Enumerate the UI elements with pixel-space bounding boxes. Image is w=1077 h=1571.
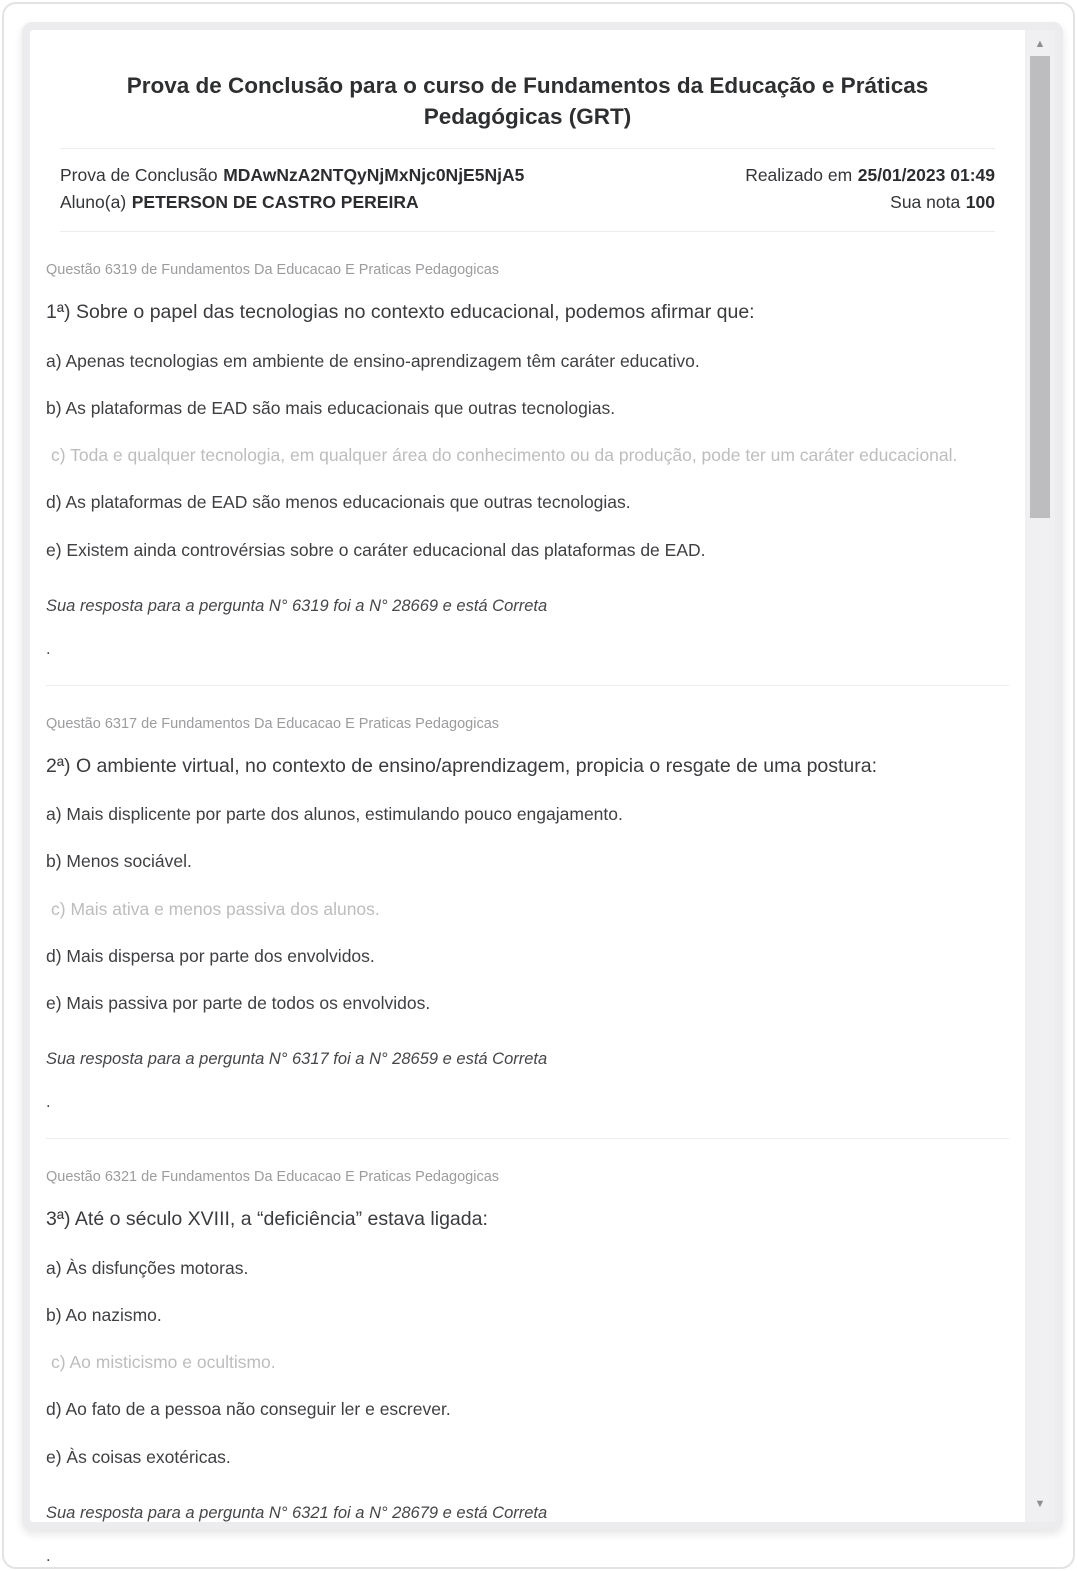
exam-header [46, 30, 1009, 232]
student-name: PETERSON DE CASTRO PEREIRA [131, 192, 419, 213]
exam-info-left [60, 162, 524, 216]
answer-option: b) Ao nazismo. [46, 1304, 162, 1325]
answer-option: d) Ao fato de a pessoa não conseguir ler e escrever. [46, 1399, 451, 1420]
grade-row [745, 189, 995, 216]
answer-option: b) As plataformas de EAD são mais educacionais que outras tecnologias. [46, 397, 616, 418]
scrollbar-thumb[interactable] [1030, 56, 1050, 518]
exam-id-value: MDAwNzA2NTQyNjMxNjc0NjE5NjA5 [223, 165, 525, 186]
grade-label: Sua nota [890, 192, 961, 213]
question-meta: Questão 6317 de Fundamentos Da Educacao E Praticas Pedagogicas [46, 715, 500, 732]
realized-value: 25/01/2023 01:49 [857, 165, 995, 186]
question-block-1 [46, 262, 1009, 686]
answer-feedback: Sua resposta para a pergunta N° 6317 foi a N° 28659 e está Correta [46, 1050, 548, 1069]
section-divider [46, 685, 1009, 686]
scrollbar-track[interactable] [1025, 30, 1055, 1522]
question-meta: Questão 6321 de Fundamentos Da Educacao E Praticas Pedagogicas [46, 1169, 500, 1186]
question-block-2 [46, 716, 1009, 1140]
question-block-3 [46, 1169, 1009, 1566]
answer-feedback: Sua resposta para a pergunta N° 6321 foi a N° 28679 e está Correta [46, 1503, 548, 1522]
question-title: 3ª) Até o século XVIII, a “deficiência” estava ligada: [46, 1208, 488, 1231]
paragraph-dot: . [46, 1546, 51, 1565]
answer-option-correct: c) Mais ativa e menos passiva dos alunos. [51, 898, 380, 919]
question-title: 2ª) O ambiente virtual, no contexto de ensino/aprendizagem, propicia o resgate de uma postura: [46, 754, 878, 777]
answer-feedback: Sua resposta para a pergunta N° 6319 foi a N° 28669 e está Correta [46, 596, 548, 615]
answer-option-correct: c) Ao misticismo e ocultismo. [51, 1352, 276, 1373]
answer-option: d) Mais dispersa por parte dos envolvidos. [46, 945, 375, 966]
paragraph-dot: . [46, 639, 51, 658]
section-divider [46, 1138, 1009, 1139]
answer-option: d) As plataformas de EAD são menos educacionais que outras tecnologias. [46, 492, 631, 513]
answer-option: a) Mais displicente por parte dos alunos, estimulando pouco engajamento. [46, 804, 623, 825]
realized-label: Realizado em [745, 165, 853, 186]
scroll-viewport [30, 30, 1025, 1565]
answer-option: b) Menos sociável. [46, 851, 192, 872]
student-row [60, 189, 524, 216]
answer-option: a) Às disfunções motoras. [46, 1257, 249, 1278]
student-label: Aluno(a) [60, 192, 127, 213]
answer-option: e) Mais passiva por parte de todos os envolvidos. [46, 993, 431, 1014]
exam-id-label: Prova de Conclusão [60, 165, 218, 186]
exam-card [22, 22, 1063, 1565]
exam-info-bar [60, 148, 995, 232]
answer-option: a) Apenas tecnologias em ambiente de ensino-aprendizagem têm caráter educativo. [46, 350, 700, 371]
grade-value: 100 [965, 192, 995, 213]
question-meta: Questão 6319 de Fundamentos Da Educacao E Praticas Pedagogicas [46, 262, 500, 279]
exam-info-right [745, 162, 995, 216]
paragraph-dot: . [46, 1093, 51, 1112]
answer-option: e) Existem ainda controvérsias sobre o caráter educacional das plataformas de EAD. [46, 539, 706, 560]
question-title: 1ª) Sobre o papel das tecnologias no contexto educacional, podemos afirmar que: [46, 301, 755, 324]
exam-card-inner [30, 30, 1055, 1565]
exam-id-row [60, 162, 524, 189]
answer-option-correct: c) Toda e qualquer tecnologia, em qualquer área do conhecimento ou da produção, pode ter um caráter educacional. [51, 445, 958, 466]
answer-option: e) Às coisas exotéricas. [46, 1446, 231, 1467]
page-frame [2, 2, 1075, 1569]
scroll-down-icon[interactable]: ▼ [1034, 1498, 1046, 1510]
page-title: Prova de Conclusão para o curso de Fundamentos da Educação e Práticas Pedagógicas (GRT) [126, 73, 929, 130]
scroll-up-icon[interactable]: ▲ [1034, 38, 1046, 50]
realized-row [745, 162, 995, 189]
